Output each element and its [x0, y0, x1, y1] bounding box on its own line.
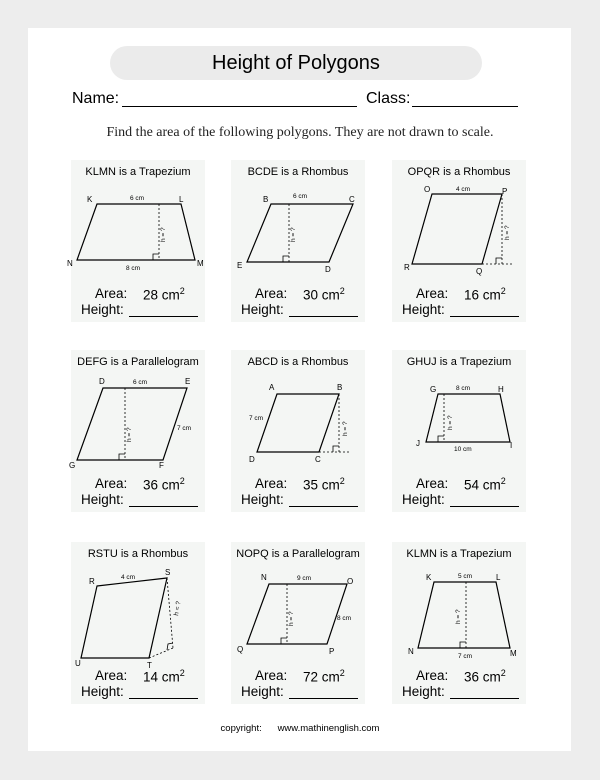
rhombus-figure	[392, 182, 526, 282]
height-answer-field[interactable]	[129, 506, 198, 507]
height-answer-field[interactable]	[450, 698, 519, 699]
svg-text:7 cm: 7 cm	[458, 653, 473, 660]
svg-text:7 cm: 7 cm	[249, 415, 264, 422]
height-answer-field[interactable]	[289, 506, 358, 507]
problem-title: OPQR is a Rhombus	[407, 166, 511, 178]
area-label: Area:	[416, 286, 449, 301]
svg-text:R: R	[89, 577, 95, 586]
svg-text:N: N	[261, 573, 267, 582]
rhombus-figure	[231, 372, 365, 472]
svg-text:D: D	[249, 455, 255, 464]
area-value: 30 $cm^2$	[303, 286, 345, 303]
svg-text:I: I	[510, 441, 513, 450]
problem-panel-6	[392, 350, 526, 512]
svg-text:N: N	[408, 647, 414, 656]
svg-text:10 cm: 10 cm	[454, 446, 472, 453]
svg-text:L: L	[179, 195, 184, 204]
area-label: Area:	[95, 286, 128, 301]
svg-text:T: T	[147, 661, 152, 670]
area-label: Area:	[416, 668, 449, 683]
problem-title: GHUJ is a Trapezium	[406, 356, 512, 368]
height-label: Height:	[402, 302, 445, 317]
svg-text:8 cm: 8 cm	[126, 265, 141, 272]
svg-text:Q: Q	[476, 267, 483, 276]
trapezium-figure	[392, 372, 526, 472]
svg-text:M: M	[197, 259, 204, 268]
area-label: Area:	[416, 476, 449, 491]
svg-text:h = ?: h = ?	[173, 600, 183, 617]
svg-text:8 cm: 8 cm	[456, 385, 471, 392]
area-value: 16 $cm^2$	[464, 286, 506, 303]
svg-text:6 cm: 6 cm	[133, 379, 148, 386]
svg-text:L: L	[496, 573, 501, 582]
height-answer-field[interactable]	[129, 698, 198, 699]
svg-text:G: G	[69, 461, 76, 470]
height-answer-field[interactable]	[450, 506, 519, 507]
height-answer-field[interactable]	[289, 698, 358, 699]
trapezium-figure	[392, 564, 526, 664]
svg-text:P: P	[502, 187, 508, 196]
problem-panel-4	[71, 350, 205, 512]
svg-text:D: D	[325, 265, 331, 274]
class-label: Class:	[366, 90, 411, 107]
height-label: Height:	[81, 492, 124, 507]
problem-title: NOPQ is a Parallelogram	[236, 548, 360, 560]
svg-text:C: C	[349, 195, 355, 204]
svg-text:8 cm: 8 cm	[337, 615, 352, 622]
problem-title: ABCD is a Rhombus	[247, 356, 349, 368]
svg-text:Q: Q	[237, 645, 244, 654]
svg-text:B: B	[263, 195, 269, 204]
svg-text:h = ?: h = ?	[342, 421, 349, 436]
svg-text:6 cm: 6 cm	[293, 193, 308, 200]
svg-text:6 cm: 6 cm	[130, 195, 145, 202]
parallelogram-figure	[231, 564, 365, 664]
height-answer-field[interactable]	[129, 316, 198, 317]
area-value: 35 $cm^2$	[303, 476, 345, 493]
height-answer-field[interactable]	[450, 316, 519, 317]
svg-text:7 cm: 7 cm	[177, 425, 192, 432]
svg-text:U: U	[75, 659, 81, 668]
svg-text:P: P	[329, 647, 335, 656]
parallelogram-figure	[71, 372, 205, 472]
svg-text:h = ?: h = ?	[288, 611, 295, 626]
svg-text:K: K	[426, 573, 432, 582]
svg-text:h = ?: h = ?	[290, 227, 297, 242]
problem-title: BCDE is a Rhombus	[247, 166, 349, 178]
problem-panel-2	[231, 160, 365, 322]
svg-text:S: S	[165, 568, 171, 577]
rhombus-figure	[71, 564, 205, 670]
area-value: 72 $cm^2$	[303, 668, 345, 685]
height-label: Height:	[81, 302, 124, 317]
svg-text:A: A	[269, 383, 275, 392]
svg-text:M: M	[510, 649, 517, 658]
class-field[interactable]	[412, 106, 518, 107]
height-label: Height:	[241, 684, 284, 699]
svg-text:h = ?: h = ?	[504, 225, 511, 240]
height-label: Height:	[241, 492, 284, 507]
problem-panel-5	[231, 350, 365, 512]
instructions: Find the area of the following polygons. They are not drawn to scale.	[106, 125, 494, 140]
svg-text:9 cm: 9 cm	[297, 575, 312, 582]
problem-panel-9	[392, 542, 526, 704]
problem-panel-3	[392, 160, 526, 322]
trapezium-figure	[67, 182, 205, 282]
area-value: 36 $cm^2$	[464, 668, 506, 685]
page-title: Height of Polygons	[110, 46, 482, 80]
height-label: Height:	[402, 492, 445, 507]
height-label: Height:	[241, 302, 284, 317]
svg-text:K: K	[87, 195, 93, 204]
height-answer-field[interactable]	[289, 316, 358, 317]
svg-text:h = ?: h = ?	[126, 427, 133, 442]
problem-title: DEFG is a Parallelogram	[77, 356, 199, 368]
problem-title: KLMN is a Trapezium	[85, 166, 191, 178]
svg-text:J: J	[416, 439, 420, 448]
svg-text:h = ?: h = ?	[160, 227, 167, 242]
copyright-label: copyright:	[220, 723, 262, 734]
svg-text:h = ?: h = ?	[455, 609, 462, 624]
svg-text:O: O	[347, 577, 354, 586]
area-label: Area:	[95, 476, 128, 491]
name-field[interactable]	[122, 106, 357, 107]
area-value: 36 $cm^2$	[143, 476, 185, 493]
svg-text:G: G	[430, 385, 437, 394]
svg-text:E: E	[185, 377, 191, 386]
svg-text:O: O	[424, 185, 431, 194]
height-label: Height:	[402, 684, 445, 699]
svg-text:5 cm: 5 cm	[458, 573, 473, 580]
area-label: Area:	[255, 668, 288, 683]
area-label: Area:	[95, 668, 128, 683]
svg-text:N: N	[67, 259, 73, 268]
svg-text:B: B	[337, 383, 343, 392]
problem-panel-7	[71, 542, 205, 704]
svg-text:D: D	[99, 377, 105, 386]
svg-text:h = ?: h = ?	[447, 415, 454, 430]
area-value: 28 $cm^2$	[143, 286, 185, 303]
copyright-url: www.mathinenglish.com	[277, 723, 380, 734]
height-label: Height:	[81, 684, 124, 699]
svg-text:4 cm: 4 cm	[121, 574, 136, 581]
svg-text:C: C	[315, 455, 321, 464]
area-value: 14 $cm^2$	[143, 668, 185, 685]
svg-text:H: H	[498, 385, 504, 394]
problem-panel-8	[231, 542, 365, 704]
svg-text:R: R	[404, 263, 410, 272]
area-label: Area:	[255, 286, 288, 301]
problem-title: KLMN is a Trapezium	[406, 548, 512, 560]
problem-title: RSTU is a Rhombus	[87, 548, 189, 560]
area-label: Area:	[255, 476, 288, 491]
rhombus-figure	[231, 182, 365, 282]
svg-text:E: E	[237, 261, 243, 270]
copyright-footer	[0, 723, 600, 734]
area-value: 54 $cm^2$	[464, 476, 506, 493]
problem-panel-1	[67, 160, 205, 322]
svg-text:F: F	[159, 461, 164, 470]
name-label: Name:	[72, 90, 120, 107]
svg-text:4 cm: 4 cm	[456, 186, 471, 193]
